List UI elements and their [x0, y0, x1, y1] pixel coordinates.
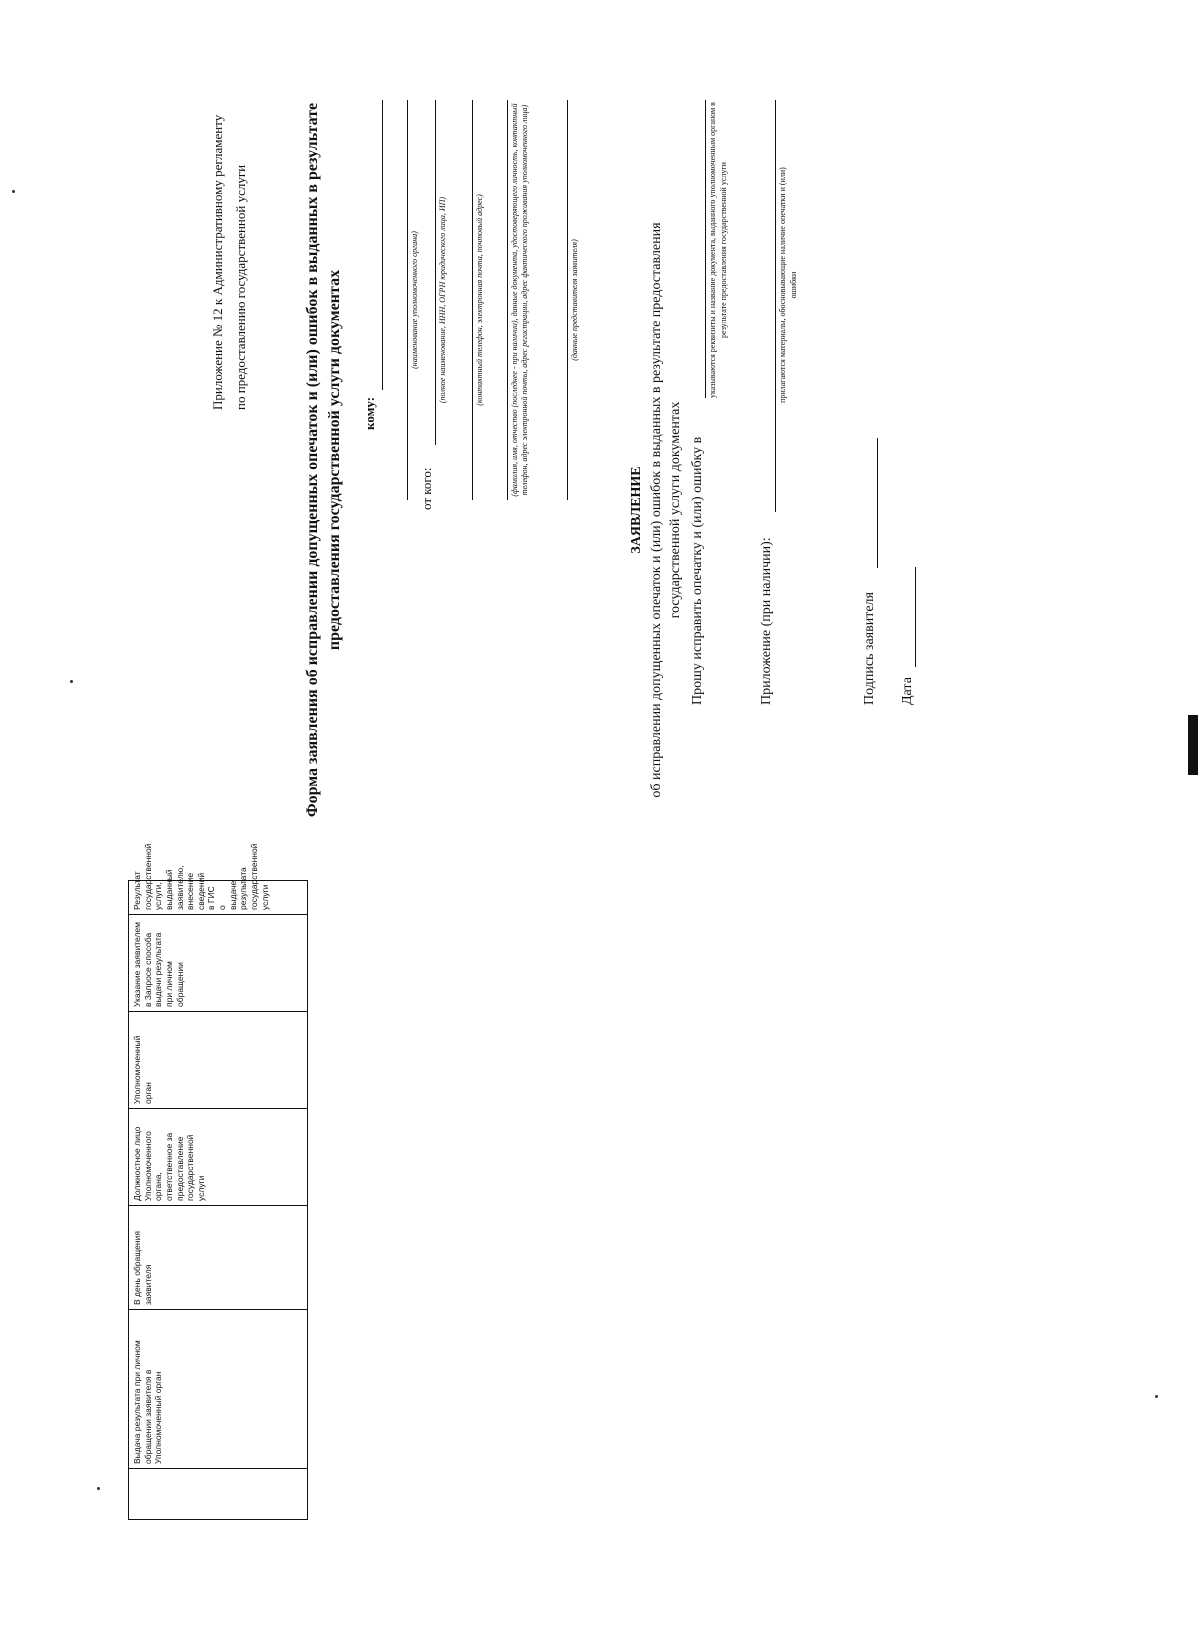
table-cell: Должностное лицо Уполномоченного органа, ответственное за предоставление государственной услуги — [129, 1109, 308, 1206]
scan-dot — [12, 190, 15, 193]
hint-rep: (данные представителя заявителя) — [570, 239, 579, 361]
prosim-line[interactable] — [705, 100, 706, 398]
contacts-line[interactable] — [472, 100, 473, 500]
hint-rekv: указываются реквизиты и название документа, выданного уполномоченным органом в результате предоставления государственной услуги — [708, 102, 728, 398]
table-cell: Уполномоченный орган — [129, 1012, 308, 1109]
scan-dot — [97, 1487, 100, 1490]
scan-dot — [70, 680, 73, 683]
process-table — [128, 843, 308, 1520]
appendix-header: Приложение № 12 к Административному регламенту по предоставлению государственной услуги — [210, 114, 248, 410]
application-form — [207, 100, 967, 830]
komu-line[interactable] — [382, 100, 383, 390]
hint-person: (фамилия, имя, отчество (последнее - при наличии), данные документа, удостоверяющего личность, контактный телефон, адрес электронной почты, адрес регистрации, адрес фактического проживания уполномоченного лица) — [510, 103, 530, 497]
form-title: Форма заявления об исправлении допущенных опечаток и (или) ошибок в выданных в результате предоставления государственной услуги документах — [304, 102, 344, 818]
table-row — [129, 881, 308, 1520]
prilozh-line[interactable] — [775, 100, 776, 512]
signature-label: Подпись заявителя — [862, 592, 877, 705]
rep-line[interactable] — [567, 100, 568, 500]
zayav-title — [627, 190, 686, 830]
signature-line[interactable] — [877, 438, 878, 568]
table-cell: Выдача результата при личном обращении заявителя в Уполномоченный орган — [129, 1310, 308, 1469]
scan-dot — [1155, 1395, 1158, 1398]
table-cell-empty — [129, 1469, 308, 1520]
table — [128, 843, 308, 1520]
hint-organ: (наименование уполномоченного органа) — [410, 231, 419, 369]
hint-legal: (полное наименование, ИНН, ОГРН юридического лица, ИП) — [438, 196, 447, 404]
organ-line[interactable] — [407, 100, 408, 500]
table-cell: Результат государственной услуги, выданный заявителю, внесение сведений в ГИС о выдаче результата государственной услуги — [129, 881, 308, 915]
hint-contacts: (контактный телефон, электронная почта, почтовый адрес) — [475, 194, 484, 406]
hint-materials: прилагаются материалы, обосновывающие наличие опечатки и (или) ошибки — [778, 167, 798, 403]
date-line[interactable] — [915, 567, 916, 667]
ot-kogo-label: от кого: — [419, 467, 434, 510]
prosim-text: Прошу исправить опечатку и (или) ошибку в — [690, 436, 705, 705]
table-cell: В день обращения заявителя — [129, 1206, 308, 1310]
zayav-heading: ЗАЯВЛЕНИЕ — [629, 466, 644, 554]
zayav-subtitle: об исправлении допущенных опечаток и (или) ошибок в выданных в результате предоставления государственной услуги документах — [648, 222, 684, 798]
person-line[interactable] — [507, 100, 508, 500]
ot-kogo-line[interactable] — [435, 100, 436, 445]
prilozh-label: Приложение (при наличии): — [759, 537, 774, 705]
komu-label: кому: — [362, 396, 377, 430]
date-label: Дата — [900, 677, 915, 705]
scan-edge-mark — [1188, 715, 1198, 775]
table-cell: Указание заявителем в Запросе способа выдачи результата при личном обращении — [129, 915, 308, 1012]
